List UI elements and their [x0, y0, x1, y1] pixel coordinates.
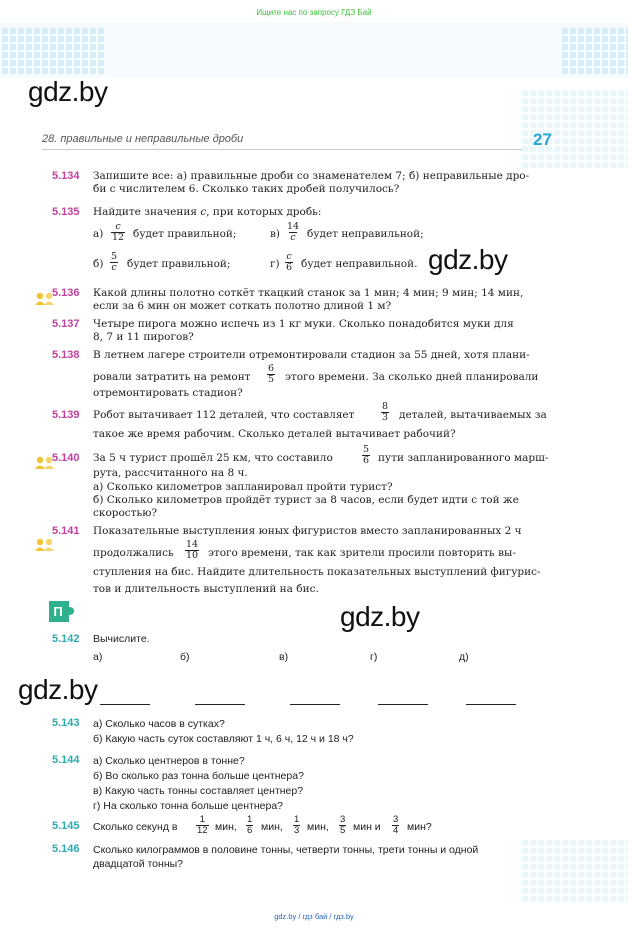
- problem-text: ступления на бис. Найдите длительность показательных выступлений фигурис-: [93, 566, 541, 578]
- problem-text: деталей, вытачиваемых за: [399, 409, 547, 421]
- problem-text: а) Сколько километров запланировал пройти турист?: [93, 481, 393, 493]
- chain-underline: [378, 704, 428, 705]
- fraction: $\frac{c}{12}$: [112, 221, 125, 243]
- problem-number: 5.137: [52, 318, 80, 330]
- badge-letter: П: [53, 604, 63, 619]
- fraction: $\frac{1}{6}$: [247, 814, 253, 836]
- footer-links[interactable]: gdz.by / гдз бай / гдз.by: [274, 912, 354, 921]
- problem-text: Какой длины полотно соткёт ткацкий станок за 1 мин; 4 мин; 9 мин; 14 мин,: [93, 287, 524, 299]
- problem-text: такое же время рабочим. Сколько деталей вытачивает рабочий?: [93, 428, 456, 440]
- decor-grid-bottom-right: [520, 840, 628, 904]
- problem-text: продолжались: [93, 547, 174, 559]
- fraction: $\frac{3}{4}$: [393, 814, 399, 836]
- chain-underline: [290, 704, 340, 705]
- fraction: $\frac{1}{12}$: [197, 814, 208, 836]
- problem-text: ровали затратить на ремонт: [93, 371, 251, 383]
- problem-text: В летнем лагере строители отремонтировали стадион за 55 дней, хотя плани-: [93, 349, 530, 361]
- problem-text: би с числителем 6. Сколько таких дробей получилось?: [93, 183, 400, 195]
- chain-label: г): [370, 651, 378, 663]
- section-title: 28. правильные и неправильные дроби: [42, 133, 244, 145]
- chain-underline: [466, 704, 516, 705]
- option-label: б): [93, 258, 104, 270]
- fraction: $\frac{3}{5}$: [340, 814, 346, 836]
- problem-text: б) Какую часть суток составляют 1 ч, 6 ч, 12 ч и 18 ч?: [93, 733, 354, 745]
- problem-number: 5.135: [52, 206, 80, 218]
- problem-text: мин,: [215, 821, 237, 833]
- option-label: а): [93, 228, 104, 240]
- chain-label: б): [180, 651, 190, 663]
- chain-underline: [195, 704, 245, 705]
- chain-label: д): [459, 651, 469, 663]
- problem-text: Запишите все: а) правильные дроби со знаменателем 7; б) неправильные дро-: [93, 170, 530, 182]
- problem-number: 5.136: [52, 287, 80, 299]
- problem-number: 5.142: [52, 633, 80, 645]
- problem-number: 5.138: [52, 349, 80, 361]
- fraction: $\frac{1}{3}$: [294, 814, 300, 836]
- problem-number: 5.144: [52, 754, 80, 766]
- problem-text: г) На сколько тонна больше центнера?: [93, 800, 284, 812]
- problem-text: если за 6 мин он может соткать полотно длиной 1 м?: [93, 300, 392, 312]
- top-banner[interactable]: [0, 0, 628, 22]
- problem-text: Сколько килограммов в половине тонны, четверти тонны, трети тонны и одной: [93, 844, 479, 856]
- problem-text: б) Сколько километров пройдёт турист за 8 часов, если будет идти с той же: [93, 494, 519, 506]
- problem-number: 5.145: [52, 820, 80, 832]
- problem-text: Робот вытачивает 112 деталей, что составляет: [93, 409, 355, 421]
- problem-text: этого времени, так как зрители просили повторить вы-: [208, 547, 516, 559]
- problem-text: отремонтировать стадион?: [93, 387, 243, 399]
- option-text: будет правильной;: [127, 258, 231, 270]
- group-work-icon: [34, 538, 56, 552]
- problem-text: Сколько секунд в: [93, 821, 178, 833]
- problem-text: двадцатой тонны?: [93, 858, 184, 870]
- problem-text: а) Сколько часов в сутках?: [93, 718, 225, 730]
- problem-text: в) Какую часть тонны составляет центнер?: [93, 785, 304, 797]
- problem-text: тов и длительность выступлений на бис.: [93, 583, 319, 595]
- header-divider: [42, 149, 522, 150]
- problem-number: 5.141: [52, 525, 80, 537]
- problem-text: Вычислите.: [93, 633, 150, 645]
- problem-text: Четыре пирога можно испечь из 1 кг муки. Сколько понадобится муки для: [93, 318, 514, 330]
- problem-number: 5.134: [52, 170, 80, 182]
- problem-text: мин,: [261, 821, 283, 833]
- fraction: $\frac{c}{6}$: [286, 251, 293, 273]
- problem-text: рута, рассчитанного на 8 ч.: [93, 467, 248, 479]
- watermark: gdz.by: [28, 76, 108, 107]
- chain-underline: [100, 704, 150, 705]
- option-label: в): [270, 228, 281, 240]
- problem-text: пути запланированного марш-: [378, 452, 549, 464]
- fraction: $\frac{8}{3}$: [382, 401, 389, 423]
- problem-number: 5.143: [52, 717, 80, 729]
- watermark: gdz.by: [18, 674, 98, 705]
- chain-label: а): [93, 651, 103, 663]
- option-text: будет неправильной;: [307, 228, 424, 240]
- problem-text: мин и: [353, 821, 381, 833]
- problem-number: 5.139: [52, 409, 80, 421]
- problem-text: а) Сколько центнеров в тонне?: [93, 755, 245, 767]
- problem-text: Найдите значения c, при которых дробь:: [93, 206, 322, 218]
- fraction: $\frac{5}{c}$: [111, 251, 118, 273]
- top-banner-text[interactable]: Ищите нас по запросу ГДЗ Бай: [256, 8, 372, 17]
- problem-text: За 5 ч турист прошёл 25 км, что составило: [93, 452, 333, 464]
- problem-number: 5.140: [52, 452, 80, 464]
- problem-text: Показательные выступления юных фигуристов вместо запланированных 2 ч: [93, 525, 522, 537]
- fraction: $\frac{14}{10}$: [186, 539, 199, 561]
- fraction: $\frac{5}{6}$: [363, 444, 370, 466]
- problem-text: этого времени. За сколько дней планировали: [285, 371, 539, 383]
- chain-label: в): [279, 651, 289, 663]
- puzzle-p-icon: [47, 598, 75, 624]
- option-text: будет неправильной.: [301, 258, 418, 270]
- problem-text: скоростью?: [93, 507, 157, 519]
- option-label: г): [270, 258, 280, 270]
- problem-number: 5.146: [52, 843, 80, 855]
- problem-text: мин,: [307, 821, 329, 833]
- problem-text: мин?: [407, 821, 432, 833]
- page-number: 27: [533, 130, 552, 149]
- decor-grid-top-right: [560, 28, 628, 76]
- fraction: $\frac{14}{c}$: [287, 221, 300, 243]
- fraction: $\frac{6}{5}$: [268, 363, 275, 385]
- decor-grid-top-left: [0, 28, 105, 76]
- problem-text: б) Во сколько раз тонна больше центнера?: [93, 770, 304, 782]
- option-text: будет правильной;: [133, 228, 237, 240]
- watermark: gdz.by: [340, 601, 420, 632]
- problem-text: 8, 7 и 11 пирогов?: [93, 331, 194, 343]
- watermark: gdz.by: [428, 244, 508, 275]
